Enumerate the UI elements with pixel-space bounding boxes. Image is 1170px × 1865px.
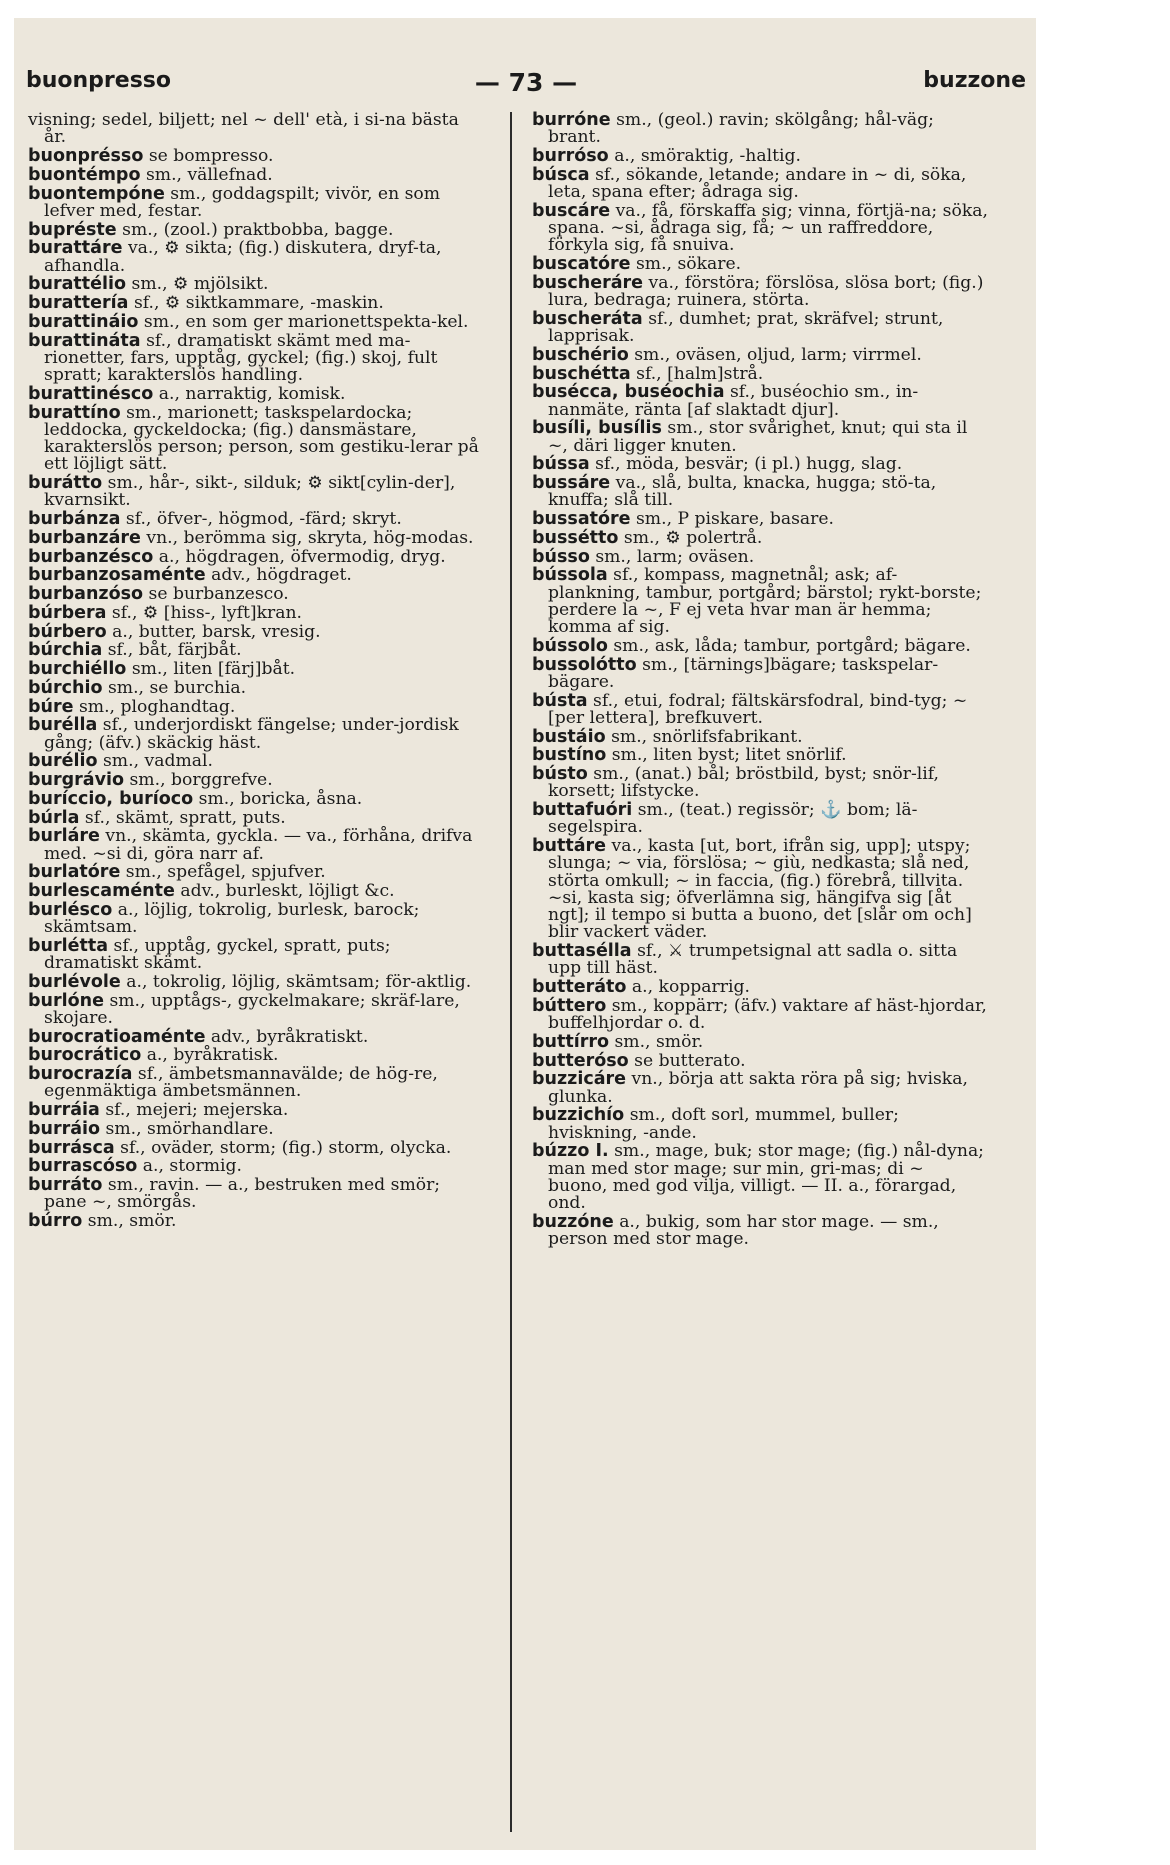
dictionary-entry xyxy=(532,527,988,548)
dictionary-entry xyxy=(28,240,484,275)
entry-headword: buttafuóri xyxy=(532,800,633,820)
entry-headword: búzzo I. xyxy=(532,1141,609,1162)
dictionary-entry xyxy=(28,753,484,770)
entry-headword: burattináta xyxy=(28,330,141,351)
left-column xyxy=(28,112,484,1232)
entry-definition: vn., berömma sig, skryta, hög-modas. xyxy=(146,527,474,548)
dictionary-entry xyxy=(28,696,484,717)
entry-headword: burátto xyxy=(28,473,103,493)
dictionary-entry xyxy=(532,272,988,310)
entry-definition: sm., ⚙ polertrå. xyxy=(623,527,763,548)
entry-definition: vn., börja att sakta röra på sig; hviska, glunka. xyxy=(548,1069,968,1107)
entry-headword: buzzichío xyxy=(532,1105,625,1126)
dictionary-entry xyxy=(532,148,988,165)
entry-headword: burbanzésco xyxy=(28,546,154,567)
dictionary-entry xyxy=(28,1118,484,1139)
dictionary-entry xyxy=(28,1158,484,1175)
dictionary-entry xyxy=(28,295,484,312)
entry-headword: burlévole xyxy=(28,971,121,992)
entry-definition: sf., öfver-, högmod, -färd; skryt. xyxy=(125,509,402,529)
entry-definition: sf., sökande, letande; andare in ~ di, söka, leta, spana efter; ådraga sig. xyxy=(548,164,967,202)
entry-headword: burélla xyxy=(28,715,98,736)
entry-definition: sm., ploghandtag. xyxy=(78,696,236,717)
entry-headword: butteróso xyxy=(532,1050,629,1071)
dictionary-entry xyxy=(28,899,484,937)
dictionary-entry xyxy=(28,1102,484,1119)
entry-definition: sm., sökare. xyxy=(635,254,742,274)
entry-definition: sf., ⚙ [hiss-, lyft]kran. xyxy=(111,602,302,623)
entry-headword: burocrático xyxy=(28,1045,142,1066)
entry-headword: bussétto xyxy=(532,527,619,548)
entry-definition: sm., oväsen, oljud, larm; virrmel. xyxy=(634,344,922,365)
entry-definition: a., narraktig, komisk. xyxy=(158,383,346,404)
entry-headword: buttasélla xyxy=(532,941,632,961)
entry-headword: búttero xyxy=(532,995,607,1016)
dictionary-entry xyxy=(532,1031,988,1052)
dictionary-entry xyxy=(28,828,484,863)
column-divider xyxy=(510,112,512,1832)
entry-definition: sm., (geol.) ravin; skölgång; hål-väg; brant. xyxy=(548,110,934,148)
entry-definition: sf., skämt, spratt, puts. xyxy=(84,807,286,828)
entry-headword: buttírro xyxy=(532,1031,609,1052)
entry-definition: visning; sedel, biljett; nel ~ dell' età, i si-na bästa år. xyxy=(28,110,459,148)
entry-headword: burocrazía xyxy=(28,1064,133,1084)
entry-definition: sm., boricka, åsna. xyxy=(198,788,363,809)
entry-headword: buttáre xyxy=(532,836,607,856)
entry-definition: a., butter, barsk, vresig. xyxy=(112,621,321,642)
entry-definition: sm., ask, låda; tambur, portgård; bägare. xyxy=(613,635,971,656)
entry-definition: sm., en som ger marionettspekta-kel. xyxy=(143,311,469,332)
entry-definition: sm., snörlifsfabrikant. xyxy=(611,726,803,747)
entry-headword: buschério xyxy=(532,344,629,365)
entry-headword: búsca xyxy=(532,164,590,185)
dictionary-entry xyxy=(532,308,988,346)
entry-headword: burattélio xyxy=(28,274,127,295)
dictionary-entry xyxy=(532,112,988,147)
entry-definition: sf., möda, besvär; (i pl.) hugg, slag. xyxy=(595,454,903,475)
entry-definition: se butterato. xyxy=(634,1050,746,1071)
entry-headword: bústo xyxy=(532,764,588,784)
entry-definition: sm., smör. xyxy=(614,1031,704,1052)
entry-headword: burráia xyxy=(28,1100,100,1120)
entry-headword: bússo xyxy=(532,546,590,567)
entry-headword: burráto xyxy=(28,1175,103,1195)
entry-definition: va., slå, bulta, knacka, hugga; stö-ta, knuffa; slå till. xyxy=(548,473,937,511)
entry-headword: burlóne xyxy=(28,990,104,1011)
dictionary-entry xyxy=(28,971,484,992)
entry-headword: bussáre xyxy=(532,473,611,493)
entry-definition: sf., [halm]strå. xyxy=(636,363,764,384)
entry-definition: va., ⚙ sikta; (fig.) diskutera, dryf-ta, afhandla. xyxy=(44,238,442,276)
entry-headword: burattáre xyxy=(28,238,123,259)
entry-headword: buzzicáre xyxy=(532,1069,627,1090)
dictionary-entry xyxy=(532,1143,988,1212)
entry-definition: sf., båt, färjbåt. xyxy=(107,640,242,661)
dictionary-entry xyxy=(28,586,484,603)
entry-headword: buonprésso xyxy=(28,146,144,166)
entry-headword: bustíno xyxy=(532,745,607,766)
entry-definition: a., stormig. xyxy=(142,1156,242,1177)
entry-headword: bussolótto xyxy=(532,654,637,675)
dictionary-entry xyxy=(28,183,484,221)
entry-definition: sm., ravin. — a., bestruken med smör; pane ~, smörgås. xyxy=(44,1175,441,1213)
entry-headword: burlescaménte xyxy=(28,881,175,901)
entry-definition: se burbanzesco. xyxy=(148,584,289,604)
entry-headword: burbanzáre xyxy=(28,527,141,548)
dictionary-entry xyxy=(28,1066,484,1101)
dictionary-entry xyxy=(532,200,988,256)
dictionary-entry xyxy=(532,420,988,455)
dictionary-entry xyxy=(28,311,484,332)
entry-headword: burróne xyxy=(532,110,611,130)
dictionary-entry xyxy=(28,546,484,567)
dictionary-entry xyxy=(28,788,484,809)
dictionary-entry xyxy=(532,943,988,978)
entry-definition: va., förstöra; förslösa, slösa bort; (fig.) lura, bedraga; ruinera, störta. xyxy=(548,272,984,310)
entry-headword: búrbera xyxy=(28,602,107,623)
dictionary-entry xyxy=(28,511,484,528)
right-column xyxy=(532,112,988,1250)
entry-definition: sm., stor svårighet, knut; qui sta il ~, däri ligger knuten. xyxy=(548,418,968,456)
entry-definition: a., tokrolig, löjlig, skämtsam; för-aktlig. xyxy=(126,971,472,992)
entry-headword: buríccio, buríoco xyxy=(28,788,194,809)
entry-definition: sf., mejeri; mejerska. xyxy=(105,1100,289,1120)
dictionary-entry xyxy=(532,363,988,384)
entry-headword: bústa xyxy=(532,690,588,711)
entry-definition: sm., se burchia. xyxy=(107,677,247,698)
entry-headword: burláre xyxy=(28,826,100,847)
entry-headword: buscatóre xyxy=(532,254,631,274)
dictionary-entry xyxy=(532,546,988,567)
entry-headword: burbanzosaménte xyxy=(28,565,206,586)
dictionary-entry xyxy=(28,330,484,385)
dictionary-entry xyxy=(532,726,988,747)
dictionary-entry xyxy=(28,527,484,548)
entry-definition: a., löjlig, tokrolig, burlesk, barock; skämtsam. xyxy=(44,899,420,937)
entry-headword: buschétta xyxy=(532,363,631,384)
entry-definition: a., smöraktig, -haltig. xyxy=(614,146,801,166)
entry-headword: buscáre xyxy=(532,200,611,221)
header-last-word: buzzone xyxy=(923,68,1026,93)
entry-headword: buontémpo xyxy=(28,164,141,185)
entry-definition: sm., borggrefve. xyxy=(129,770,273,790)
entry-headword: bussatóre xyxy=(532,509,631,529)
entry-headword: burélio xyxy=(28,751,98,772)
dictionary-entry xyxy=(532,635,988,656)
entry-definition: a., bukig, som har stor mage. — sm., person med stor mage. xyxy=(548,1211,939,1249)
entry-definition: adv., byråkratiskt. xyxy=(210,1026,369,1047)
entry-definition: sf., oväder, storm; (fig.) storm, olycka. xyxy=(120,1137,452,1158)
entry-headword: burráio xyxy=(28,1118,101,1139)
entry-definition: adv., högdraget. xyxy=(211,565,352,586)
page-number: — 73 — xyxy=(474,68,578,97)
dictionary-entry xyxy=(28,990,484,1028)
dictionary-entry xyxy=(532,979,988,996)
dictionary-entry xyxy=(28,864,484,881)
entry-definition: sm., hår-, sikt-, silduk; ⚙ sikt[cylin-der], kvarnsikt. xyxy=(44,473,456,511)
entry-headword: burattináio xyxy=(28,311,139,332)
dictionary-entry xyxy=(28,772,484,789)
dictionary-entry xyxy=(532,164,988,202)
dictionary-entry xyxy=(28,717,484,752)
dictionary-entry xyxy=(532,256,988,273)
dictionary-entry xyxy=(532,747,988,764)
entry-definition: sf., ⚔ trumpetsignal att sadla o. sitta upp till häst. xyxy=(548,941,958,979)
dictionary-entry xyxy=(28,164,484,185)
dictionary-entry xyxy=(532,1107,988,1142)
entry-definition: se bompresso. xyxy=(148,146,274,166)
entry-definition: sm., smör. xyxy=(87,1211,177,1231)
dictionary-entry xyxy=(28,1213,484,1230)
dictionary-entry xyxy=(28,112,484,147)
dictionary-entry xyxy=(28,661,484,678)
entry-definition: sf., underjordiskt fängelse; under-jordisk gång; (äfv.) skäckig häst. xyxy=(44,715,459,753)
entry-headword: búrchio xyxy=(28,677,103,698)
dictionary-entry xyxy=(532,690,988,728)
entry-headword: burbanzóso xyxy=(28,584,144,604)
dictionary-entry xyxy=(28,383,484,404)
entry-headword: burlatóre xyxy=(28,862,121,883)
entry-headword: busíli, busílis xyxy=(532,418,662,439)
entry-headword: buontempóne xyxy=(28,183,165,204)
dictionary-entry xyxy=(532,567,988,636)
dictionary-entry xyxy=(532,344,988,365)
entry-headword: busécca, buséochia xyxy=(532,382,725,403)
entry-definition: sm., marionett; taskspelardocka; leddocka, gyckeldocka; (fig.) dansmästare, karakterslös person; person, som gestiku-lerar på ett löjligt sätt. xyxy=(44,402,479,475)
entry-definition: sm., (teat.) regissör; ⚓ bom; lä-segelspira. xyxy=(548,800,918,838)
dictionary-entry xyxy=(532,511,988,528)
entry-definition: sm., upptågs-, gyckelmakare; skräf-lare, skojare. xyxy=(44,990,460,1028)
dictionary-entry xyxy=(532,838,988,942)
entry-definition: sf., kompass, magnetnål; ask; af-plankning, tambur, portgård; bärstol; rykt-borste; perdere la ~, F ej veta hvar man är hemma; komma af sig. xyxy=(548,565,982,637)
dictionary-entry xyxy=(28,935,484,973)
dictionary-entry xyxy=(28,883,484,900)
entry-definition: sm., larm; oväsen. xyxy=(595,546,755,567)
dictionary-entry xyxy=(28,567,484,584)
dictionary-entry xyxy=(28,1177,484,1212)
entry-definition: sm., mage, buk; stor mage; (fig.) nål-dyna; man med stor mage; sur min, gri-mas; di ~ buono, med god vilja, villigt. — II. a., förargad, ond. xyxy=(548,1141,984,1213)
dictionary-entry xyxy=(28,1047,484,1064)
entry-definition: sm., vällefnad. xyxy=(145,164,273,185)
entry-definition: a., byråkratisk. xyxy=(146,1045,279,1066)
entry-headword: búrla xyxy=(28,807,80,828)
entry-headword: bússola xyxy=(532,565,608,586)
entry-headword: burbánza xyxy=(28,509,121,529)
dictionary-entry xyxy=(28,642,484,659)
entry-headword: buzzóne xyxy=(532,1211,614,1232)
entry-headword: buscheráre xyxy=(532,272,644,293)
dictionary-entry xyxy=(532,1050,988,1071)
entry-definition: sm., smörhandlare. xyxy=(105,1118,274,1139)
dictionary-entry xyxy=(28,276,484,293)
entry-definition: a., högdragen, öfvermodig, dryg. xyxy=(158,546,446,567)
dictionary-entry xyxy=(28,1137,484,1158)
dictionary-entry xyxy=(532,1211,988,1249)
entry-definition: sm., vadmal. xyxy=(102,751,213,772)
entry-definition: sm., (anat.) bål; bröstbild, byst; snör-lif, korsett; lifstycke. xyxy=(548,764,939,802)
page-header xyxy=(26,68,1026,102)
entry-definition: sm., doft sorl, mummel, buller; hviskning, -ande. xyxy=(548,1105,899,1143)
entry-headword: bupréste xyxy=(28,219,117,240)
dictionary-entry xyxy=(532,995,988,1033)
header-first-word: buonpresso xyxy=(26,68,172,93)
entry-definition: sm., liten byst; litet snörlif. xyxy=(611,745,847,766)
entry-headword: bússa xyxy=(532,454,590,475)
entry-headword: búre xyxy=(28,696,74,717)
entry-definition: sf., dumhet; prat, skräfvel; strunt, lapprisak. xyxy=(548,308,944,346)
entry-definition: sf., ⚙ siktkammare, -maskin. xyxy=(133,293,384,313)
entry-headword: burlétta xyxy=(28,935,109,956)
entry-definition: a., kopparrig. xyxy=(631,977,750,997)
entry-headword: búrro xyxy=(28,1211,83,1231)
dictionary-entry xyxy=(28,1026,484,1047)
entry-definition: sf., buséochio sm., in-nanmäte, ränta [af slaktadt djur]. xyxy=(548,382,919,420)
entry-definition: sm., liten [färj]båt. xyxy=(131,659,296,679)
dictionary-entry xyxy=(532,654,988,692)
entry-definition: sf., etui, fodral; fältskärsfodral, bind-tyg; ~ [per lettera], brefkuvert. xyxy=(548,690,968,728)
entry-headword: burattíno xyxy=(28,402,121,423)
dictionary-entry xyxy=(28,475,484,510)
entry-headword: burgrávio xyxy=(28,770,125,790)
entry-headword: búrchia xyxy=(28,640,103,661)
entry-definition: vn., skämta, gyckla. — va., förhåna, drifva med. ~si di, göra narr af. xyxy=(44,826,473,864)
entry-definition: sm., P piskare, basare. xyxy=(635,509,834,529)
dictionary-entry xyxy=(28,621,484,642)
dictionary-entry xyxy=(532,456,988,473)
entry-definition: sf., dramatiskt skämt med ma-rionetter, fars, upptåg, gyckel; (fig.) skoj, fult spratt; karakterslös handling. xyxy=(44,330,438,385)
entry-definition: sm., ⚙ mjölsikt. xyxy=(131,274,269,295)
dictionary-entry xyxy=(532,1071,988,1106)
entry-headword: bustáio xyxy=(532,726,606,747)
dictionary-entry xyxy=(28,807,484,828)
entry-headword: bússolo xyxy=(532,635,608,656)
entry-headword: burrásca xyxy=(28,1137,115,1158)
entry-definition: sm., spefågel, spjufver. xyxy=(125,862,326,883)
entry-definition: sf., upptåg, gyckel, spratt, puts; dramatiskt skämt. xyxy=(44,935,391,973)
entry-definition: adv., burleskt, löjligt &c. xyxy=(180,881,395,901)
entry-definition: sm., (zool.) praktbobba, bagge. xyxy=(122,219,394,240)
dictionary-entry xyxy=(28,148,484,165)
entry-definition: sm., [tärnings]bägare; taskspelar-bägare. xyxy=(548,654,939,692)
dictionary-entry xyxy=(28,219,484,240)
dictionary-entry xyxy=(532,802,988,837)
dictionary-entry xyxy=(28,677,484,698)
entry-headword: butteráto xyxy=(532,977,627,997)
entry-definition: sf., ämbetsmannavälde; de hög-re, egenmäktiga ämbetsmännen. xyxy=(44,1064,438,1102)
entry-headword: búrbero xyxy=(28,621,107,642)
entry-headword: burattería xyxy=(28,293,129,313)
dictionary-entry xyxy=(532,475,988,510)
entry-definition: va., få, förskaffa sig; vinna, förtjä-na; söka, spana. ~si, ådraga sig, få; ~ un raffreddore, förkyla sig, få snuiva. xyxy=(548,200,988,256)
dictionary-entry xyxy=(28,402,484,475)
entry-headword: burattinésco xyxy=(28,383,154,404)
entry-definition: sm., goddagspilt; vivör, en som lefver med, festar. xyxy=(44,183,441,221)
entry-headword: burlésco xyxy=(28,899,113,920)
entry-headword: burocratioaménte xyxy=(28,1026,206,1047)
dictionary-entry xyxy=(532,384,988,419)
entry-headword: burrascóso xyxy=(28,1156,138,1177)
entry-headword: buscheráta xyxy=(532,308,643,329)
entry-headword: burchiéllo xyxy=(28,659,127,679)
entry-headword: burróso xyxy=(532,146,609,166)
entry-definition: va., kasta [ut, bort, ifrån sig, upp]; utspy; slunga; ~ via, förslösa; ~ giù, nedkasta; slå ned, störta omkull; ~ in faccia, (fig.) förebrå, tillvita. ~si, kasta sig; öfverlämna sig, hängifva sig [åt ngt]; il tempo si butta a buono, det [slår om och] blir vackert väder. xyxy=(548,836,972,943)
dictionary-entry xyxy=(532,766,988,801)
dictionary-entry xyxy=(28,602,484,623)
entry-definition: sm., koppärr; (äfv.) vaktare af häst-hjordar, buffelhjordar o. d. xyxy=(548,995,987,1033)
